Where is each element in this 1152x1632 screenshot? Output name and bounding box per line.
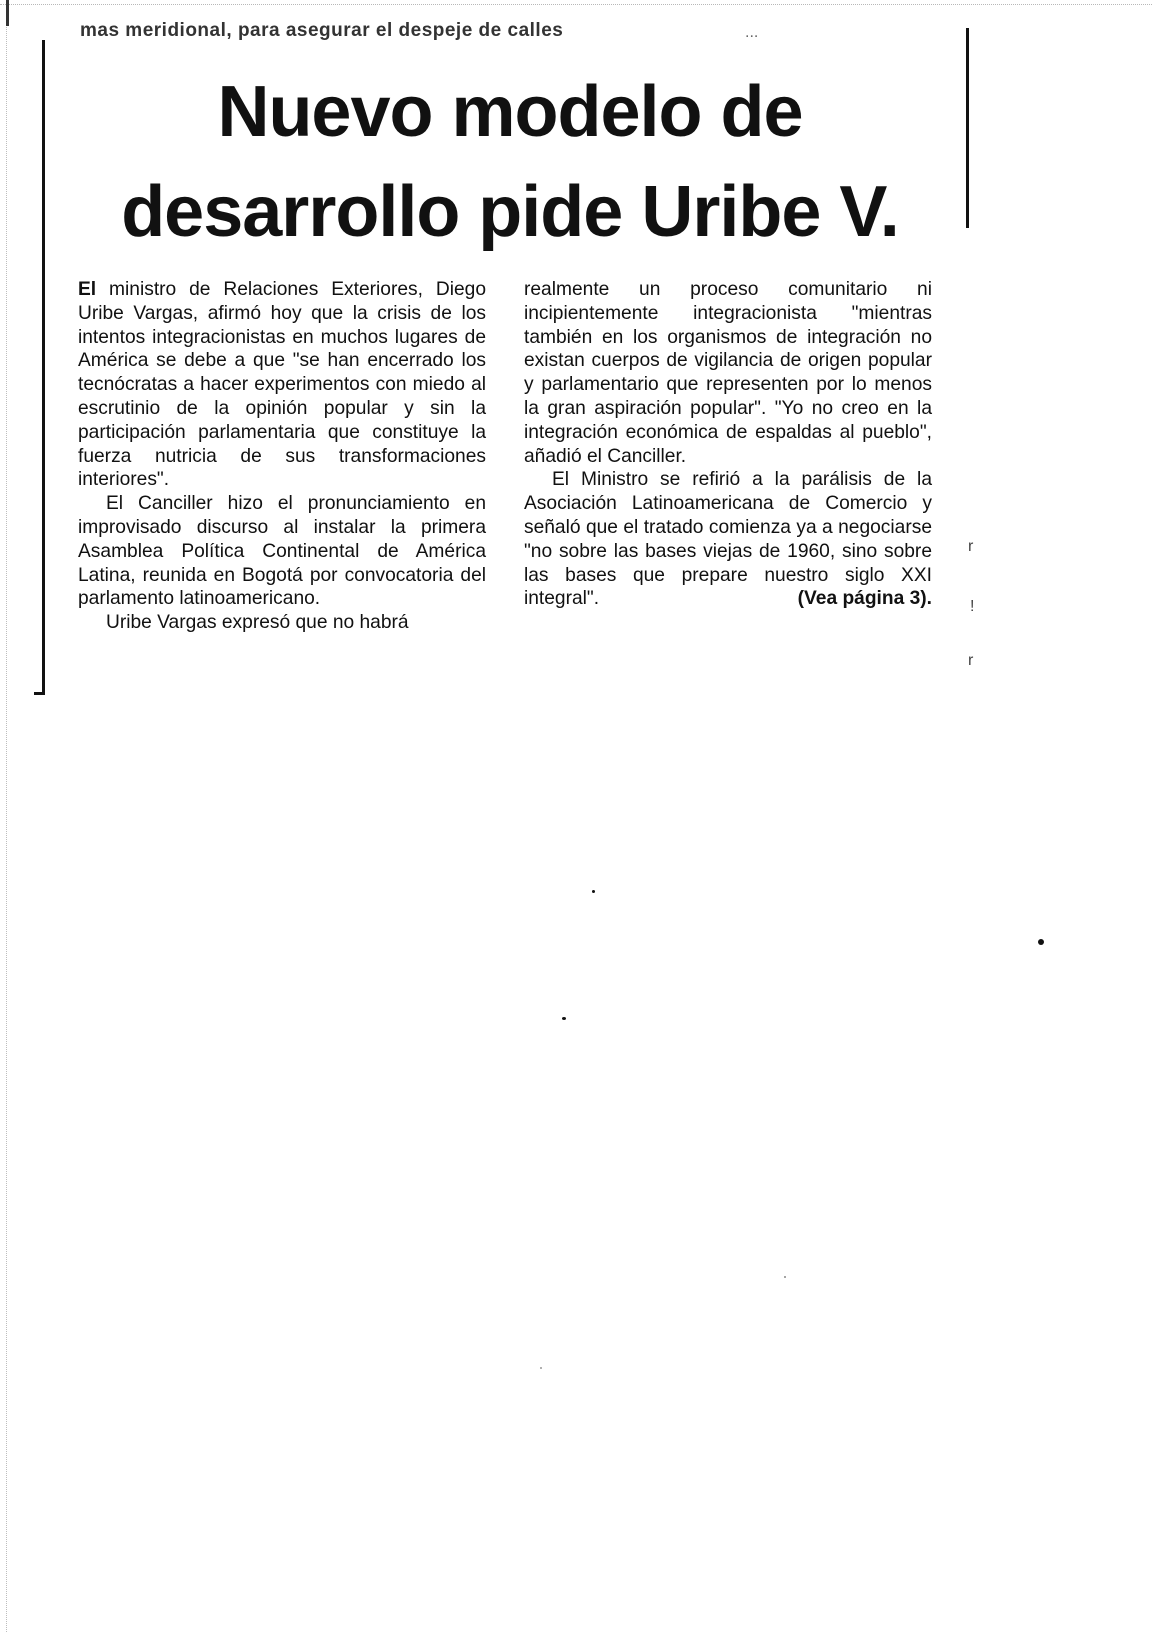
scan-speck	[540, 1367, 542, 1369]
margin-mark: !	[970, 598, 975, 615]
headline-line-2: desarrollo pide Uribe V.	[121, 172, 899, 252]
paragraph-ministro	[524, 468, 932, 611]
scan-speck	[592, 890, 595, 893]
paragraph-canciller: El Canciller hizo el pronunciamiento en improvisado discurso al instalar la primera Asamblea Política Continental de América Latina, reunida en Bogotá por convocatoria del parlamento latinoamericano.	[78, 493, 486, 610]
column-rule-left-foot	[34, 692, 45, 695]
clipped-previous-story-line: mas meridional, para asegurar el despeje de calles	[80, 20, 564, 41]
article-column-left	[78, 278, 486, 635]
margin-mark: r	[968, 538, 974, 555]
paragraph-uribe-vargas: Uribe Vargas expresó que no habrá	[106, 612, 409, 634]
headline-line-1: Nuevo modelo de	[217, 72, 803, 152]
scan-corner-mark	[6, 0, 9, 26]
margin-mark: r	[968, 652, 974, 669]
paragraph-intro-text: ministro de Relaciones Exteriores, Diego Uribe Vargas, afirmó hoy que la crisis de los intentos integracionistas en muchos lugares de América se debe a que "se han encerrado los tecnócratas a hacer experimentos con miedo al escrutinio de la opinión popular y sin la participación parlamentaria que constituye la fuerza nutricia de sus transformaciones interiores".	[78, 279, 486, 491]
clipped-mark: ...	[745, 24, 759, 41]
scan-left-edge	[6, 0, 7, 1632]
article-column-right	[524, 278, 932, 611]
dropcap: El	[78, 279, 97, 300]
column-rule-right	[966, 28, 969, 228]
scan-speck	[1038, 939, 1044, 945]
paragraph-ministro-text: El Ministro se refirió a la parálisis de la Asociación Latinoamericana de Comercio y señaló que el tratado comienza ya a negociarse "no sobre las bases viejas de 1960, sino sobre las bases que prepare nuestro siglo XXI integral".	[524, 469, 932, 610]
paragraph-continuation: realmente un proceso comunitario ni incipientemente integracionista "mientras también en los organismos de integración no existan cuerpos de vigilancia de origen popular y parlamentario que representen por lo menos la gran aspiración popular". "Yo no creo en la integración económica de espaldas al pueblo", añadió el Canciller.	[524, 279, 932, 467]
scan-speck	[562, 1017, 566, 1020]
column-rule-left	[42, 40, 45, 695]
scan-speck	[784, 1276, 786, 1278]
scan-top-edge	[0, 4, 1152, 5]
see-page-reference: (Vea página 3).	[797, 588, 932, 610]
headline	[60, 62, 960, 262]
paragraph-intro	[78, 278, 486, 492]
